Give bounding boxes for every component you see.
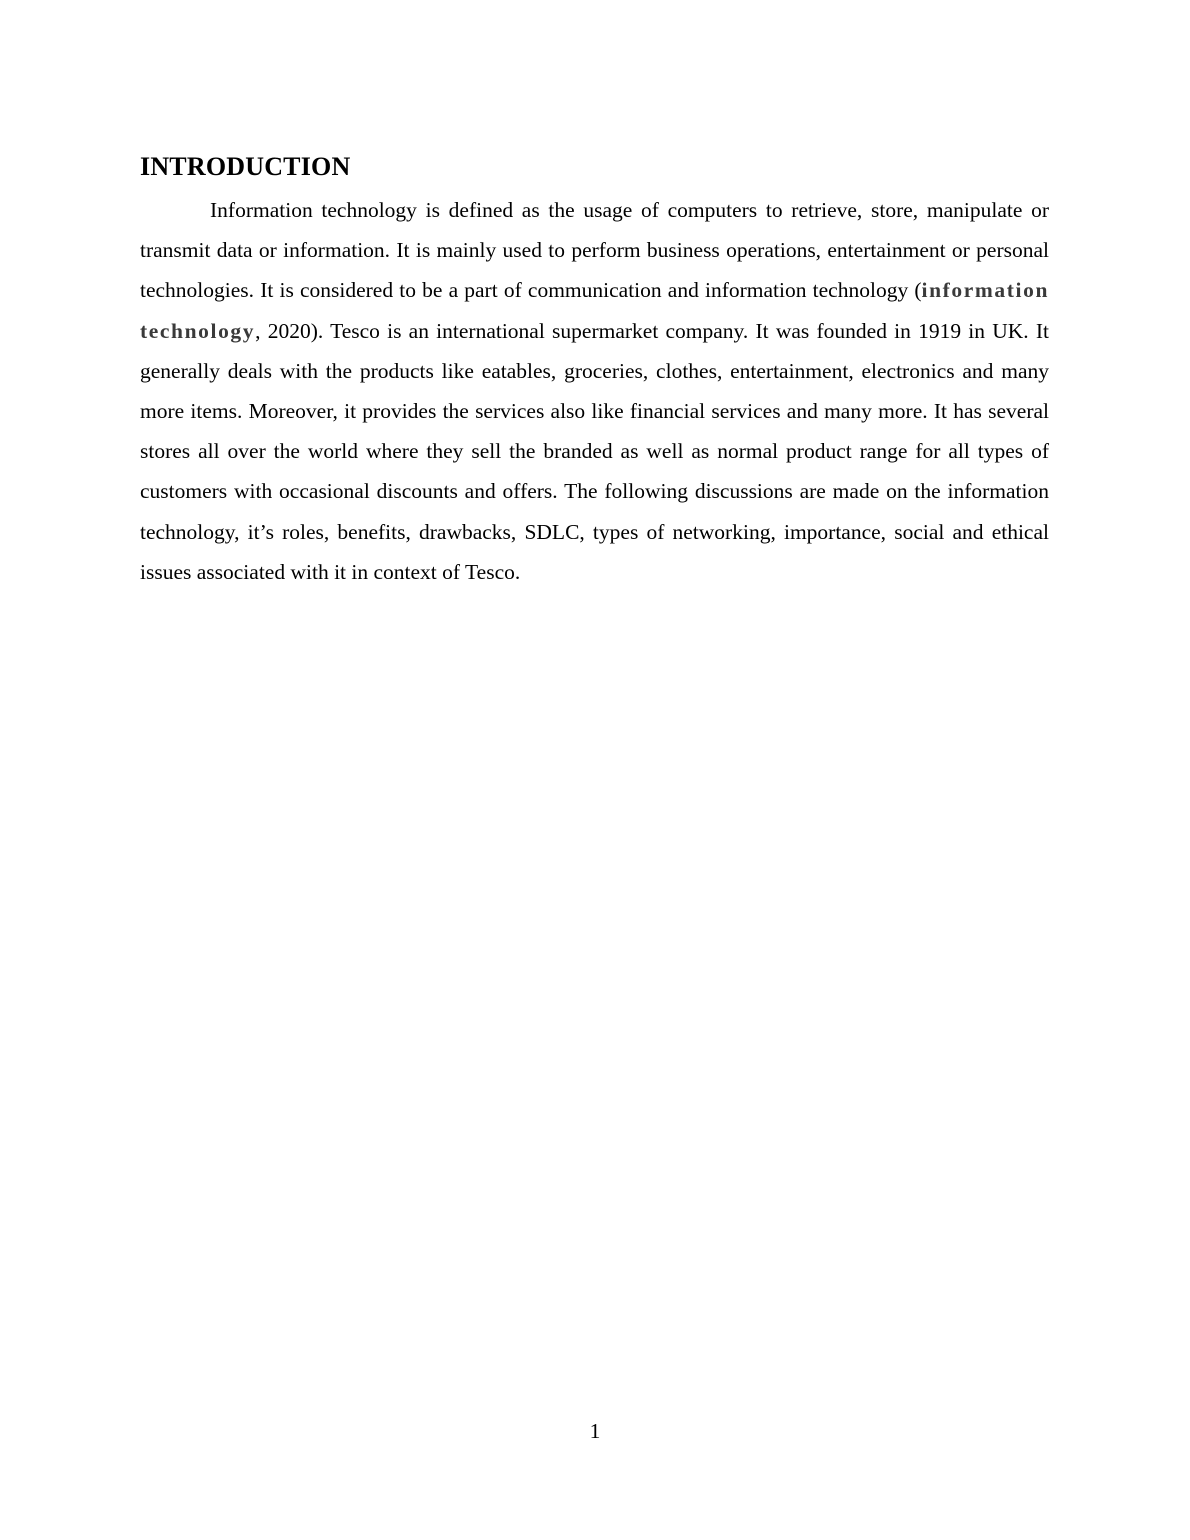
page-content	[140, 150, 1049, 592]
section-heading: INTRODUCTION	[140, 152, 351, 181]
paragraph-text-before-citation: Information technology is defined as the usage of computers to retrieve, store, manipulate or transmit data or information. It is mainly used to perform business operations, entertainment or personal technologies. It is considered to be a part of communication and information technology (	[140, 198, 1049, 303]
introduction-paragraph	[140, 190, 1049, 592]
page-number: 1	[589, 1419, 601, 1443]
citation-author: information technology	[140, 278, 1049, 343]
paragraph-text-after-citation: , 2020). Tesco is an international supermarket company. It was founded in 1919 in UK. It generally deals with the products like eatables, groceries, clothes, entertainment, electronics and many more items. Moreover, it provides the services also like financial services and many more. It has several stores all over the world where they sell the branded as well as normal product range for all types of customers with occasional discounts and offers. The following discussions are made on the information technology, it’s roles, benefits, drawbacks, SDLC, types of networking, importance, social and ethical issues associated with it in context of Tesco.	[140, 318, 1049, 584]
